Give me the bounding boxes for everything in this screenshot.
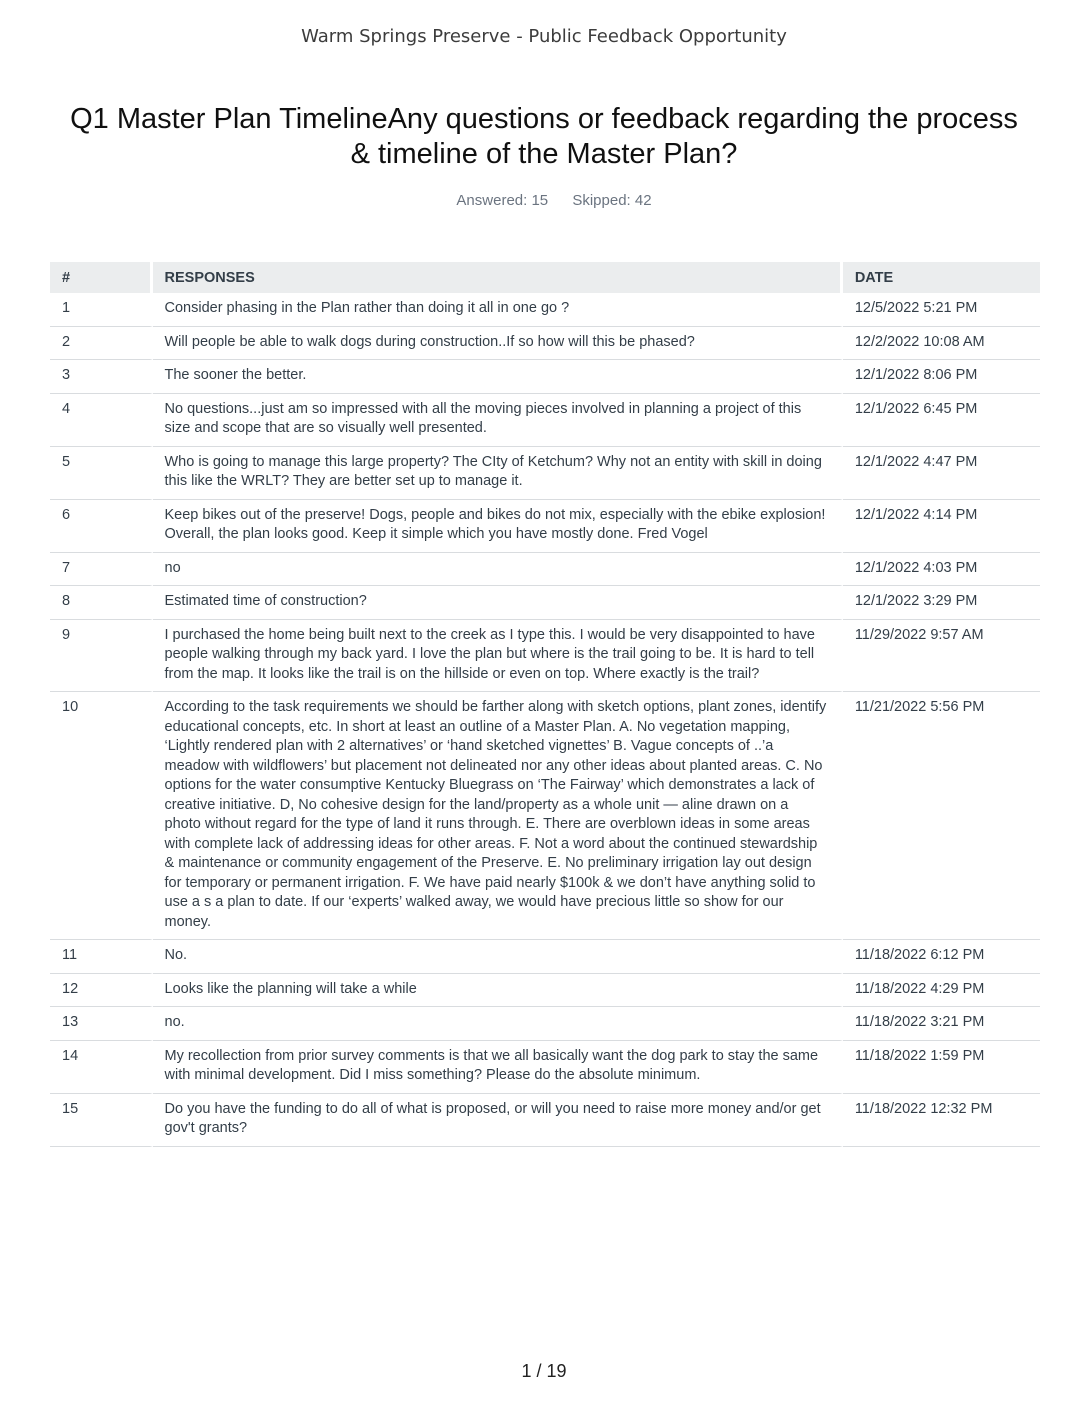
- skipped-count: Skipped: 42: [572, 192, 652, 209]
- row-date: 12/2/2022 10:08 AM: [843, 327, 1040, 361]
- row-number: 13: [50, 1007, 153, 1041]
- table-row: [50, 692, 1040, 940]
- row-date: 11/29/2022 9:57 AM: [843, 620, 1040, 693]
- row-number: 14: [50, 1041, 153, 1094]
- row-date: 12/1/2022 8:06 PM: [843, 360, 1040, 394]
- row-number: 11: [50, 940, 153, 974]
- row-date: 12/1/2022 3:29 PM: [843, 586, 1040, 620]
- row-number: 10: [50, 692, 153, 940]
- row-response: No.: [153, 940, 843, 974]
- row-response: According to the task requirements we should be farther along with sketch options, plant zones, identify educational concepts, etc. In short at least an outline of a Master Plan. A. No vegetation mapping, ‘Lightly rendered plan with 2 alternatives’ or ‘hand sketched vignettes’ B. Vague concepts of ..’a meadow with wildflowers’ but placement not delineated nor any other ideas about planted areas. C. No options for the water consumptive Kentucky Bluegrass on ‘The Fairway’ which demonstrates a lack of creative initiative. D, No cohesive design for the land/property as a whole unit — aline drawn on a photo without regard for the type of land it runs through. E. There are overblown ideas in some areas with complete lack of addressing ideas for other areas. F. Not a word about the continued stewardship & maintenance or community engagement of the Preserve. E. No preliminary irrigation lay out design for temporary or permanent irrigation. F. We have paid nearly $100k & we don’t have anything solid to use a s a plan to date. If our ‘experts’ walked away, we would have precious little so show for our money.: [153, 692, 843, 940]
- row-number: 1: [50, 293, 153, 327]
- row-number: 9: [50, 620, 153, 693]
- row-date: 12/1/2022 4:03 PM: [843, 553, 1040, 587]
- row-number: 3: [50, 360, 153, 394]
- table-row: [50, 1094, 1040, 1147]
- table-row: [50, 327, 1040, 361]
- answered-count: Answered: 15: [456, 192, 549, 209]
- row-number: 8: [50, 586, 153, 620]
- table-row: [50, 447, 1040, 500]
- row-date: 11/18/2022 4:29 PM: [843, 974, 1040, 1008]
- row-number: 7: [50, 553, 153, 587]
- row-date: 11/18/2022 1:59 PM: [843, 1041, 1040, 1094]
- table-row: [50, 553, 1040, 587]
- row-response: Will people be able to walk dogs during construction..If so how will this be phased?: [153, 327, 843, 361]
- table-row: [50, 586, 1040, 620]
- table-row: [50, 1007, 1040, 1041]
- row-date: 12/1/2022 4:14 PM: [843, 500, 1040, 553]
- row-response: Do you have the funding to do all of what is proposed, or will you need to raise more money and/or get gov't grants?: [153, 1094, 843, 1147]
- row-response: Looks like the planning will take a while: [153, 974, 843, 1008]
- row-response: Estimated time of construction?: [153, 586, 843, 620]
- row-number: 4: [50, 394, 153, 447]
- page-number: 1 / 19: [521, 1361, 567, 1381]
- table-row: [50, 940, 1040, 974]
- table-row: [50, 394, 1040, 447]
- row-date: 11/18/2022 6:12 PM: [843, 940, 1040, 974]
- row-number: 5: [50, 447, 153, 500]
- table-row: [50, 620, 1040, 693]
- row-response: no.: [153, 1007, 843, 1041]
- table-row: [50, 1041, 1040, 1094]
- row-response: Who is going to manage this large property? The CIty of Ketchum? Why not an entity with skill in doing this like the WRLT? They are better set up to manage it.: [153, 447, 843, 500]
- column-header-number: #: [50, 262, 153, 293]
- row-date: 11/18/2022 12:32 PM: [843, 1094, 1040, 1147]
- row-number: 6: [50, 500, 153, 553]
- row-response: My recollection from prior survey comments is that we all basically want the dog park to stay the same with minimal development. Did I miss something? Please do the absolute minimum.: [153, 1041, 843, 1094]
- row-response: The sooner the better.: [153, 360, 843, 394]
- table-row: [50, 974, 1040, 1008]
- row-date: 12/5/2022 5:21 PM: [843, 293, 1040, 327]
- row-response: Keep bikes out of the preserve! Dogs, people and bikes do not mix, especially with the ebike explosion! Overall, the plan looks good. Keep it simple which you have mostly done. Fred Vogel: [153, 500, 843, 553]
- row-date: 11/21/2022 5:56 PM: [843, 692, 1040, 940]
- row-number: 2: [50, 327, 153, 361]
- row-response: no: [153, 553, 843, 587]
- row-response: Consider phasing in the Plan rather than doing it all in one go ?: [153, 293, 843, 327]
- table-row: [50, 360, 1040, 394]
- document-header: Warm Springs Preserve - Public Feedback Opportunity: [301, 26, 787, 47]
- row-number: 15: [50, 1094, 153, 1147]
- row-date: 12/1/2022 4:47 PM: [843, 447, 1040, 500]
- response-stats: [0, 192, 1088, 209]
- table-row: [50, 500, 1040, 553]
- row-number: 12: [50, 974, 153, 1008]
- row-date: 12/1/2022 6:45 PM: [843, 394, 1040, 447]
- question-title: Q1 Master Plan TimelineAny questions or feedback regarding the process & timeline of the Master Plan?: [70, 103, 1018, 170]
- table-row: [50, 293, 1040, 327]
- responses-table: [50, 262, 1040, 1147]
- row-response: I purchased the home being built next to the creek as I type this. I would be very disappointed to have people walking through my back yard. I love the plan but where is the trail going to be. It is hard to tell from the map. It looks like the trail is on the hillside or even on top. Where exactly is the trail?: [153, 620, 843, 693]
- column-header-responses: RESPONSES: [153, 262, 843, 293]
- row-date: 11/18/2022 3:21 PM: [843, 1007, 1040, 1041]
- table-header-row: [50, 262, 1040, 293]
- row-response: No questions...just am so impressed with all the moving pieces involved in planning a project of this size and scope that are so visually well presented.: [153, 394, 843, 447]
- column-header-date: DATE: [843, 262, 1040, 293]
